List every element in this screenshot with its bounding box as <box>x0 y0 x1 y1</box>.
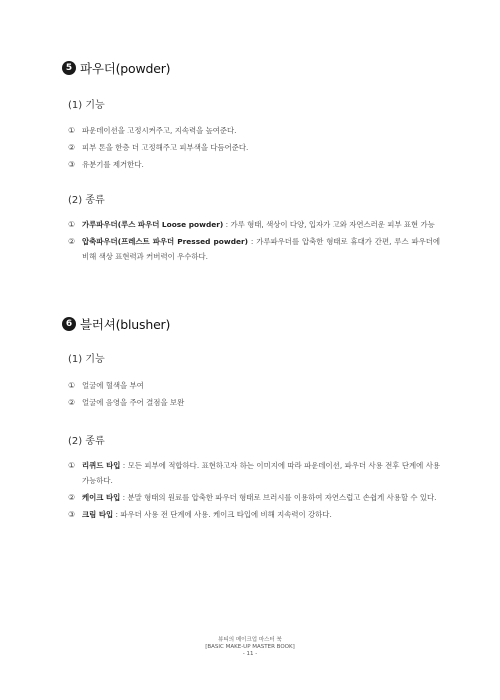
item-text <box>82 507 440 522</box>
item-term: 크림 타입 <box>82 510 114 519</box>
item-text: 얼굴에 혈색을 부여 <box>82 381 144 390</box>
item-number: ① <box>68 461 76 470</box>
item-number: ① <box>68 126 76 135</box>
section-heading-powder <box>62 59 170 77</box>
list-item <box>68 157 440 172</box>
item-term: 케이크 타입 <box>82 493 121 502</box>
item-description: : 가루 형태, 색상이 다양, 입자가 고와 자연스러운 피부 표현 가능 <box>223 220 435 229</box>
list-item <box>68 507 440 522</box>
types-list <box>68 458 440 524</box>
item-text <box>82 458 440 488</box>
item-number: ② <box>68 398 76 407</box>
page-footer <box>0 637 500 658</box>
item-number: ① <box>68 381 76 390</box>
item-number: ③ <box>68 160 76 169</box>
item-text <box>82 217 440 232</box>
footer-book-title: 뷰티의 메이크업 마스터 북 <box>218 637 282 643</box>
item-term: 리퀴드 타입 <box>82 461 121 470</box>
section-title: 파우더(powder) <box>80 61 171 76</box>
item-description: : 분말 형태의 원료를 압축한 파우더 형태로 브러시를 이용하여 자연스럽고 손쉽게 사용할 수 있다. <box>120 493 437 502</box>
section-title: 블러셔(blusher) <box>80 317 171 332</box>
item-text <box>82 490 440 505</box>
list-item <box>68 458 440 488</box>
item-number: ② <box>68 237 76 246</box>
item-text: 얼굴에 음영을 주어 결점을 보완 <box>82 398 185 407</box>
list-item <box>68 140 440 155</box>
item-text <box>82 234 440 264</box>
item-description: : 모든 피부에 적합하다. 표현하고자 하는 이미지에 따라 파운데이션, 파우더 사용 전후 단계에 사용 가능하다. <box>82 461 440 485</box>
list-item <box>68 490 440 505</box>
item-description: : 파우더 사용 전 단계에 사용. 케이크 타입에 비해 지속력이 강하다. <box>113 510 332 519</box>
footer-book-subtitle: [BASIC MAKE-UP MASTER BOOK] <box>205 644 295 650</box>
list-item <box>68 234 440 264</box>
item-number: ② <box>68 143 76 152</box>
item-number: ② <box>68 493 76 502</box>
item-term: 가루파우더(루스 파우더 Loose powder) <box>82 220 224 229</box>
section-number-badge: 5 <box>62 61 76 75</box>
item-text: 피부 톤을 한층 더 고정해주고 피부색을 다듬어준다. <box>82 143 249 152</box>
item-number: ① <box>68 220 76 229</box>
item-term: 압축파우더(프레스트 파우더 Pressed powder) <box>82 237 249 246</box>
item-text: 파운데이션을 고정시켜주고, 지속력을 높여준다. <box>82 126 237 135</box>
section-number-badge: 6 <box>62 317 76 331</box>
section-heading-blusher <box>62 315 170 333</box>
list-item <box>68 217 440 232</box>
item-number: ③ <box>68 510 76 519</box>
subheading-function: (1) 기능 <box>68 354 105 365</box>
function-list <box>68 123 440 174</box>
list-item <box>68 123 440 138</box>
subheading-types: (2) 종류 <box>68 436 105 447</box>
list-item <box>68 395 440 410</box>
function-list <box>68 378 440 412</box>
item-text: 유분기를 제거한다. <box>82 160 144 169</box>
item-description: : 가루파우더를 압축한 형태로 휴대가 간편, 루스 파우더에 비해 색상 표현력과 커버력이 우수하다. <box>82 237 441 261</box>
list-item <box>68 378 440 393</box>
types-list <box>68 217 440 266</box>
subheading-types: (2) 종류 <box>68 195 105 206</box>
page-number: - 11 - <box>242 651 258 657</box>
subheading-function: (1) 기능 <box>68 100 105 111</box>
